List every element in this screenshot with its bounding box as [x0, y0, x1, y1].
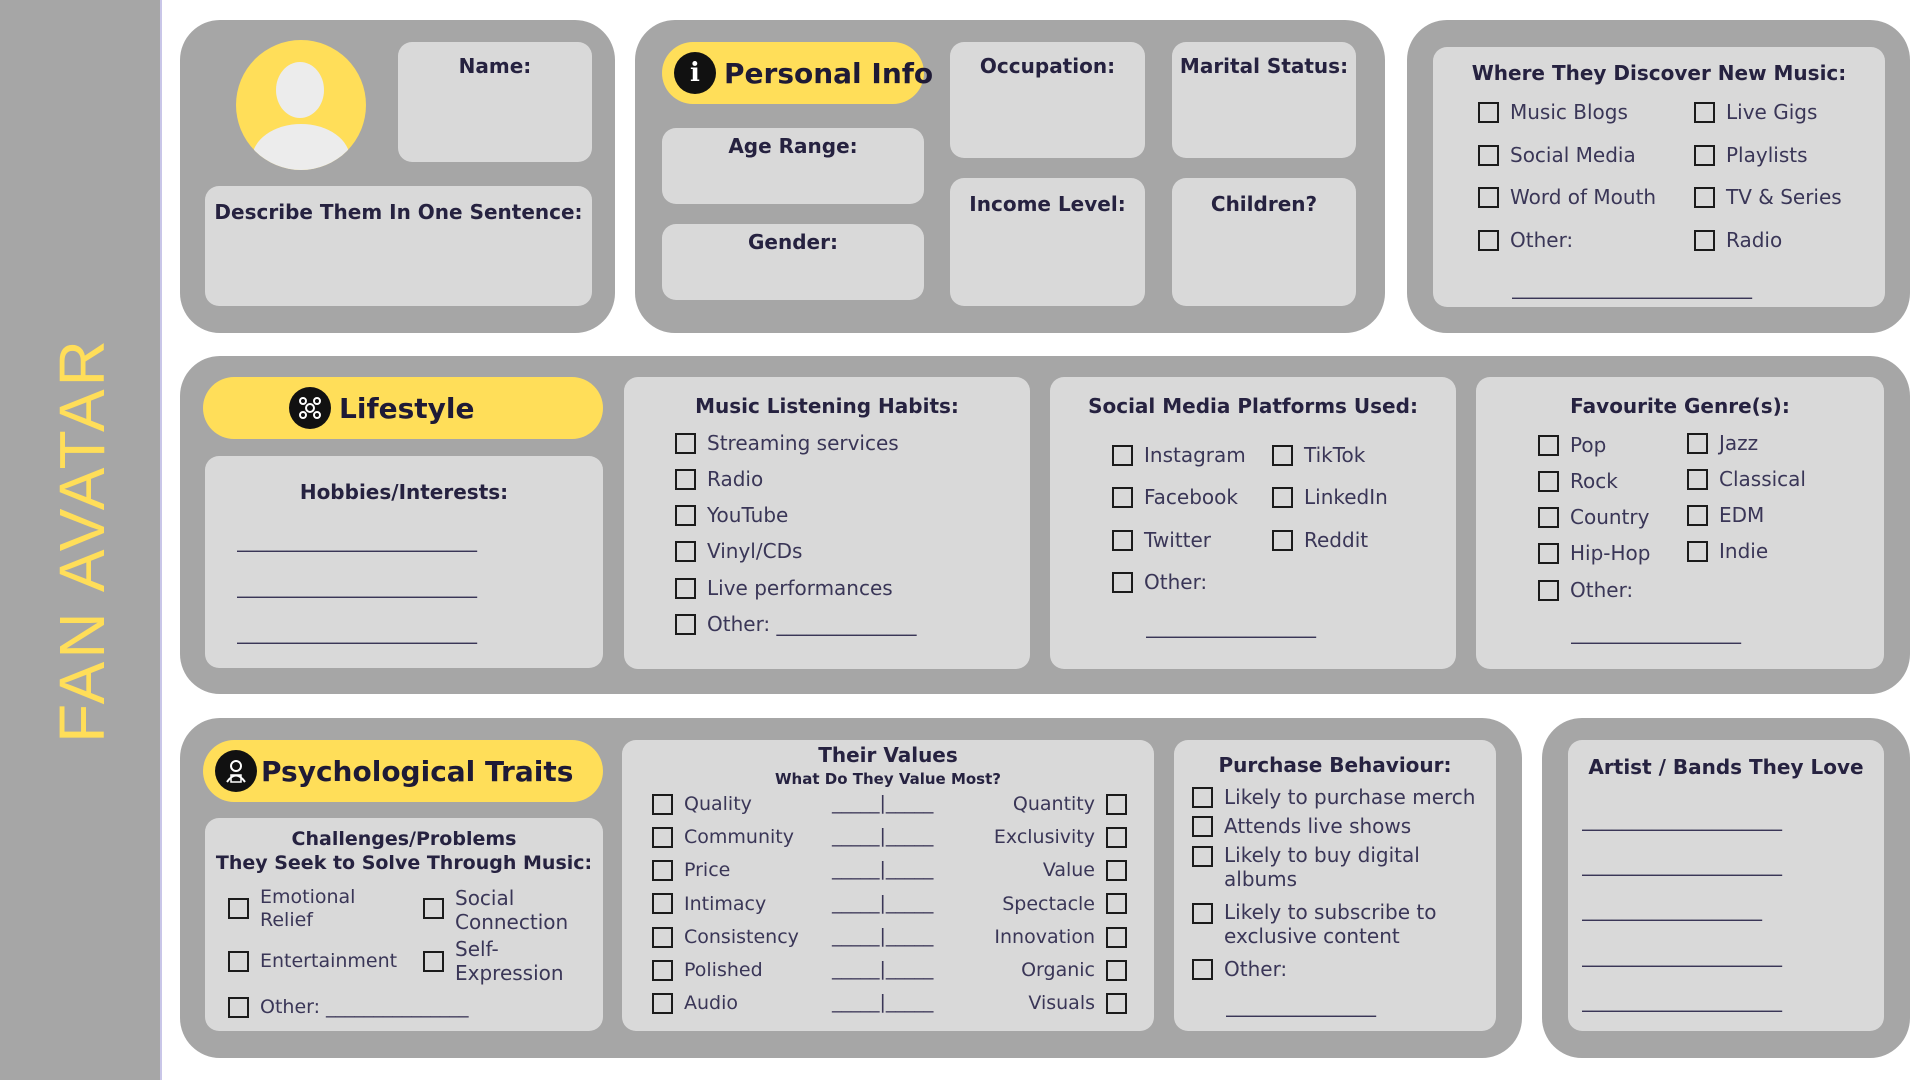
checkbox-icon[interactable] [1538, 471, 1559, 492]
value-scale[interactable]: _____|_____ [832, 958, 934, 980]
value-scale[interactable]: _____|_____ [832, 858, 934, 881]
value-option-right[interactable]: Quantity [1013, 793, 1127, 816]
hobbies-label: Hobbies/Interests: [299, 480, 509, 504]
discover-option[interactable]: TV & Series [1694, 185, 1842, 209]
social-option[interactable]: Facebook [1112, 485, 1238, 509]
value-option-left[interactable]: Polished [652, 959, 763, 982]
income-level-label: Income Level: [969, 192, 1126, 216]
checkbox-icon[interactable] [675, 614, 696, 635]
checkbox-icon[interactable] [652, 960, 673, 981]
artist-line[interactable]: ____________________ [1582, 988, 1782, 1012]
occupation-label: Occupation: [979, 54, 1116, 78]
checkbox-icon[interactable] [228, 951, 249, 972]
sentence-field[interactable] [205, 186, 592, 306]
checkbox-icon[interactable] [1272, 530, 1293, 551]
checkbox-icon[interactable] [1694, 145, 1715, 166]
social-option[interactable]: LinkedIn [1272, 485, 1388, 509]
checkbox-icon[interactable] [423, 951, 444, 972]
psych-title: Psychological Traits [261, 754, 574, 788]
checkbox-icon[interactable] [1112, 445, 1133, 466]
checkbox-icon[interactable] [675, 578, 696, 599]
checkbox-icon[interactable] [1478, 145, 1499, 166]
listening-title: Music Listening Habits: [695, 394, 959, 418]
discover-option[interactable]: Word of Mouth [1478, 185, 1656, 209]
personal-info-title: Personal Info [724, 56, 934, 90]
purchase-title: Purchase Behaviour: [1218, 753, 1452, 777]
discover-option[interactable]: Radio [1694, 228, 1782, 252]
checkbox-icon[interactable] [1694, 187, 1715, 208]
genre-option[interactable]: Country [1538, 505, 1649, 529]
marital-status-label: Marital Status: [1179, 54, 1349, 78]
children-field[interactable] [1172, 178, 1356, 306]
checkbox-icon[interactable] [1106, 927, 1127, 948]
genre-option[interactable]: Rock [1538, 469, 1618, 493]
value-option-left[interactable]: Community [652, 826, 794, 849]
age-range-field[interactable] [662, 128, 924, 204]
challenges-subtitle: They Seek to Solve Through Music: [215, 852, 593, 874]
checkbox-icon[interactable] [228, 898, 249, 919]
genre-option[interactable]: Jazz [1687, 431, 1758, 455]
checkbox-icon[interactable] [1106, 860, 1127, 881]
value-option-left[interactable]: Intimacy [652, 893, 766, 916]
genre-option[interactable]: Pop [1538, 433, 1606, 457]
artist-line[interactable]: ____________________ [1582, 943, 1782, 967]
checkbox-icon[interactable] [1112, 530, 1133, 551]
gender-label: Gender: [748, 230, 838, 254]
checkbox-icon[interactable] [1538, 580, 1559, 601]
social-option[interactable]: Reddit [1272, 528, 1368, 552]
discover-option[interactable]: Playlists [1694, 143, 1808, 167]
checkbox-icon[interactable] [652, 794, 673, 815]
value-option-left[interactable]: Quality [652, 793, 752, 816]
checkbox-icon[interactable] [1687, 433, 1708, 454]
psych-header [203, 740, 603, 802]
checkbox-icon[interactable] [1112, 487, 1133, 508]
values-card [622, 740, 1154, 1031]
checkbox-icon[interactable] [1192, 959, 1213, 980]
value-option-right[interactable]: Visuals [1028, 992, 1127, 1015]
value-scale[interactable]: _____|_____ [832, 792, 934, 814]
hobby-line[interactable]: ________________________ [237, 528, 477, 552]
genre-option[interactable]: Indie [1687, 539, 1768, 563]
info-icon: i [674, 52, 716, 94]
psych-icon [215, 750, 257, 792]
name-label: Name: [458, 54, 532, 78]
social-option[interactable]: Twitter [1112, 528, 1211, 552]
value-option-left[interactable]: Price [652, 859, 730, 882]
gender-field[interactable] [662, 224, 924, 300]
checkbox-icon[interactable] [675, 541, 696, 562]
checkbox-icon[interactable] [228, 997, 249, 1018]
avatar-icon [236, 40, 366, 170]
children-label: Children? [1210, 192, 1318, 216]
purchase-option[interactable]: Likely to subscribe to exclusive content [1192, 900, 1436, 948]
hobby-line[interactable]: ________________________ [237, 574, 477, 598]
checkbox-icon[interactable] [423, 898, 444, 919]
value-scale[interactable]: _____|_____ [832, 991, 934, 1014]
checkbox-icon[interactable] [1106, 960, 1127, 981]
purchase-option[interactable]: Likely to purchase merch [1192, 785, 1475, 809]
sidebar-divider [160, 0, 162, 1080]
social-other-line[interactable]: _________________ [1146, 614, 1316, 638]
listening-option[interactable]: Streaming services [675, 431, 899, 455]
purchase-option[interactable]: Other: [1192, 957, 1287, 981]
page-title: FAN AVATAR [46, 337, 118, 743]
challenge-option[interactable]: Self- Expression [423, 937, 564, 985]
genre-option[interactable]: Hip-Hop [1538, 541, 1650, 565]
challenges-title: Challenges/Problems [291, 828, 517, 850]
artist-line[interactable]: ____________________ [1582, 852, 1782, 876]
checkbox-icon[interactable] [675, 469, 696, 490]
checkbox-icon[interactable] [1478, 102, 1499, 123]
checkbox-icon[interactable] [1106, 893, 1127, 914]
value-option-right[interactable]: Exclusivity [994, 826, 1127, 849]
listening-option[interactable]: YouTube [675, 503, 788, 527]
marital-status-field[interactable] [1172, 42, 1356, 158]
checkbox-icon[interactable] [1106, 993, 1127, 1014]
challenge-other[interactable]: Other: _______________ [228, 996, 469, 1019]
social-option[interactable]: TikTok [1272, 443, 1365, 467]
discover-option[interactable]: Music Blogs [1478, 100, 1628, 124]
discover-option[interactable]: Other: [1478, 228, 1573, 252]
discover-other-line[interactable]: ________________________ [1512, 275, 1752, 299]
checkbox-icon[interactable] [652, 993, 673, 1014]
checkbox-icon[interactable] [652, 893, 673, 914]
value-option-right[interactable]: Innovation [994, 926, 1127, 949]
checkbox-icon[interactable] [1272, 445, 1293, 466]
income-level-field[interactable] [950, 178, 1145, 306]
occupation-field[interactable] [950, 42, 1145, 158]
checkbox-icon[interactable] [1272, 487, 1293, 508]
artist-line[interactable]: __________________ [1582, 897, 1762, 921]
age-range-label: Age Range: [728, 134, 858, 158]
checkbox-icon[interactable] [1192, 846, 1213, 867]
purchase-option[interactable]: Attends live shows [1192, 814, 1411, 838]
artist-line[interactable]: ____________________ [1582, 807, 1782, 831]
purchase-other-line[interactable]: _______________ [1226, 993, 1376, 1017]
value-scale[interactable]: _____|_____ [832, 891, 934, 914]
personal-info-header [662, 42, 934, 104]
lifestyle-header [203, 377, 603, 439]
checkbox-icon[interactable] [1192, 903, 1213, 924]
lifestyle-title: Lifestyle [339, 391, 475, 425]
social-title: Social Media Platforms Used: [1088, 394, 1418, 418]
value-scale[interactable]: _____|_____ [832, 825, 934, 848]
checkbox-icon[interactable] [1687, 469, 1708, 490]
checkbox-icon[interactable] [1538, 435, 1559, 456]
challenge-option[interactable]: Entertainment [228, 950, 397, 973]
value-option-left[interactable]: Consistency [652, 926, 799, 949]
purchase-option[interactable]: Likely to buy digital albums [1192, 843, 1420, 891]
checkbox-icon[interactable] [1694, 102, 1715, 123]
checkbox-icon[interactable] [1694, 230, 1715, 251]
listening-option[interactable]: Radio [675, 467, 763, 491]
values-subtitle: What Do They Value Most? [775, 770, 1001, 788]
checkbox-icon[interactable] [1538, 543, 1559, 564]
genres-title: Favourite Genre(s): [1570, 394, 1790, 418]
value-option-right[interactable]: Organic [1021, 959, 1127, 982]
checkbox-icon[interactable] [1687, 505, 1708, 526]
checkbox-icon[interactable] [1106, 827, 1127, 848]
name-field[interactable] [398, 42, 592, 162]
checkbox-icon[interactable] [1112, 572, 1133, 593]
value-option-right[interactable]: Spectacle [1002, 893, 1127, 916]
checkbox-icon[interactable] [1192, 787, 1213, 808]
artists-title: Artist / Bands They Love [1588, 755, 1864, 779]
checkbox-icon[interactable] [675, 433, 696, 454]
discover-title: Where They Discover New Music: [1471, 61, 1847, 85]
genre-option[interactable]: Classical [1687, 467, 1806, 491]
listening-option[interactable]: Live performances [675, 576, 893, 600]
genre-option[interactable]: Other: [1538, 578, 1633, 602]
checkbox-icon[interactable] [1478, 187, 1499, 208]
sentence-label: Describe Them In One Sentence: [214, 200, 583, 224]
checkbox-icon[interactable] [1192, 816, 1213, 837]
checkbox-icon[interactable] [1106, 794, 1127, 815]
discover-option[interactable]: Social Media [1478, 143, 1636, 167]
discover-card [1433, 47, 1885, 307]
checkbox-icon[interactable] [1687, 541, 1708, 562]
values-title: Their Values [818, 743, 958, 767]
challenge-option[interactable]: Social Connection [423, 886, 568, 934]
checkbox-icon[interactable] [652, 927, 673, 948]
social-option[interactable]: Instagram [1112, 443, 1246, 467]
value-option-left[interactable]: Audio [652, 992, 738, 1015]
hobby-line[interactable]: ________________________ [237, 620, 477, 644]
value-option-right[interactable]: Value [1043, 859, 1127, 882]
discover-option[interactable]: Live Gigs [1694, 100, 1817, 124]
checkbox-icon[interactable] [1538, 507, 1559, 528]
genre-other-line[interactable]: _________________ [1571, 620, 1741, 644]
checkbox-icon[interactable] [1478, 230, 1499, 251]
checkbox-icon[interactable] [652, 860, 673, 881]
listening-option[interactable]: Vinyl/CDs [675, 539, 802, 563]
social-option[interactable]: Other: [1112, 570, 1207, 594]
listening-option[interactable]: Other: ______________ [675, 612, 917, 636]
lifestyle-icon [289, 387, 331, 429]
challenge-option[interactable]: Emotional Relief [228, 886, 355, 932]
genre-option[interactable]: EDM [1687, 503, 1764, 527]
checkbox-icon[interactable] [652, 827, 673, 848]
checkbox-icon[interactable] [675, 505, 696, 526]
value-scale[interactable]: _____|_____ [832, 924, 934, 947]
